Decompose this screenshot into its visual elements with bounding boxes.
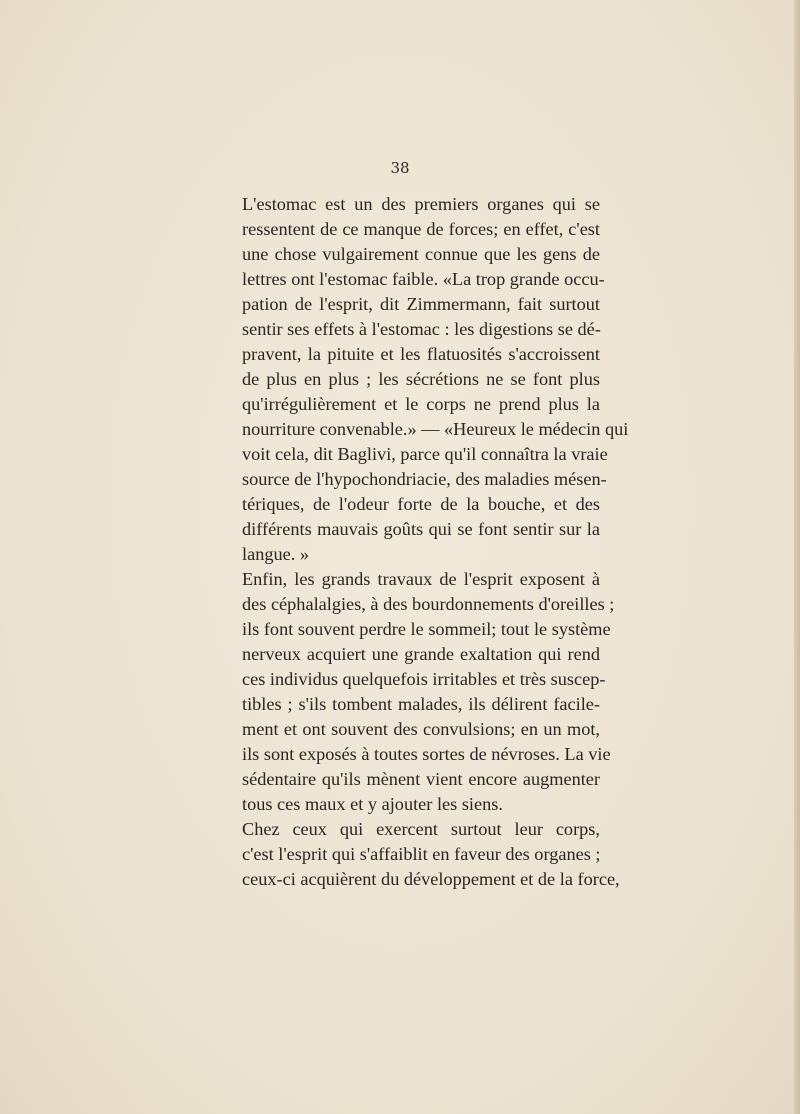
text-line: des céphalalgies, à des bourdonnements d'oreilles ; xyxy=(242,594,615,614)
text-line: lettres ont l'estomac faible. «La trop grande occu- xyxy=(242,269,605,289)
text-line: nerveux acquiert une grande exaltation qui rend xyxy=(242,644,600,664)
text-line: ment et ont souvent des convulsions; en un mot, xyxy=(242,719,600,739)
text-line: ils sont exposés à toutes sortes de névroses. La vie xyxy=(242,744,611,764)
text-line: ressentent de ce manque de forces; en effet, c'est xyxy=(242,219,600,239)
text-line: ceux-ci acquièrent du développement et de la force, xyxy=(242,869,620,889)
text-line: c'est l'esprit qui s'affaiblit en faveur des organes ; xyxy=(242,844,601,864)
text-line: ils font souvent perdre le sommeil; tout le système xyxy=(242,619,611,639)
text-line: Chez ceux qui exercent surtout leur corps, xyxy=(242,819,600,839)
text-line: voit cela, dit Baglivi, parce qu'il connaîtra la vraie xyxy=(242,444,608,464)
text-line: tous ces maux et y ajouter les siens. xyxy=(242,794,503,814)
text-line: sédentaire qu'ils mènent vient encore augmenter xyxy=(242,769,600,789)
text-line: source de l'hypochondriacie, des maladies mésen- xyxy=(242,469,607,489)
text-line: une chose vulgairement connue que les gens de xyxy=(242,244,600,264)
paragraph-1 xyxy=(222,192,629,567)
text-line: pravent, la pituite et les flatuosités s'accroissent xyxy=(242,344,600,364)
text-line: L'estomac est un des premiers organes qui se xyxy=(242,194,600,214)
paragraph-3 xyxy=(222,817,620,892)
text-line: différents mauvais goûts qui se font sentir sur la xyxy=(242,519,600,539)
text-line: nourriture convenable.» — «Heureux le médecin qui xyxy=(242,419,629,439)
text-line: tériques, de l'odeur forte de la bouche, et des xyxy=(242,494,600,514)
text-line: pation de l'esprit, dit Zimmermann, fait surtout xyxy=(242,294,600,314)
text-line: langue. » xyxy=(242,544,310,564)
text-line: tibles ; s'ils tombent malades, ils délirent facile- xyxy=(242,694,600,714)
text-line: ces individus quelquefois irritables et très suscep- xyxy=(242,669,606,689)
paragraph-2 xyxy=(222,567,615,817)
body-text xyxy=(222,192,629,892)
text-line: de plus en plus ; les sécrétions ne se font plus xyxy=(242,369,600,389)
text-line: qu'irrégulièrement et le corps ne prend plus la xyxy=(242,394,600,414)
text-line: sentir ses effets à l'estomac : les digestions se dé- xyxy=(242,319,601,339)
text-line: Enfin, les grands travaux de l'esprit exposent à xyxy=(242,569,600,589)
page-number: 38 xyxy=(390,159,410,177)
